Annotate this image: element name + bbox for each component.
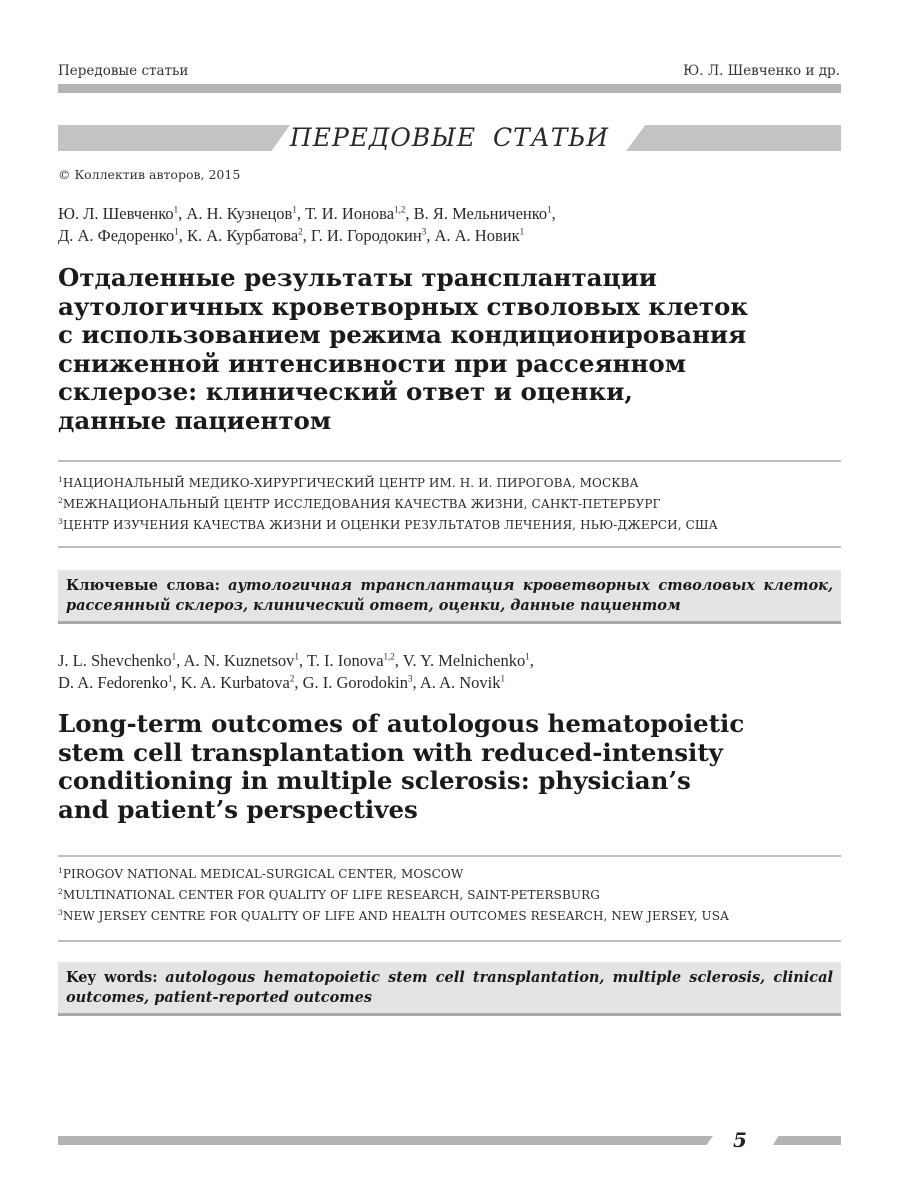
authors-en <box>58 650 848 694</box>
author-name: D. A. Fedorenko <box>58 673 168 692</box>
affiliation <box>58 494 848 515</box>
author-name: G. I. Gorodokin <box>302 673 408 692</box>
author-affil-sup: 3 <box>407 673 413 684</box>
author-sep: , <box>178 204 187 223</box>
divider <box>58 460 841 462</box>
affiliation-sup: 3 <box>58 908 63 917</box>
affiliation-text: NEW JERSEY CENTRE FOR QUALITY OF LIFE AND HEALTH OUTCOMES RESEARCH, NEW JERSEY, USA <box>62 909 729 923</box>
title-line: аутологичных кроветворных стволовых клеток <box>58 291 749 321</box>
authors-en-line-1 <box>58 650 848 672</box>
author-sep: , <box>178 226 188 245</box>
author-name: Г. И. Городокин <box>310 226 422 245</box>
page-number: 5 <box>733 1128 747 1152</box>
affiliation-text: PIROGOV NATIONAL MEDICAL-SURGICAL CENTER, MOSCOW <box>62 867 464 881</box>
keywords-label: Key words: <box>66 969 158 986</box>
copyright: © Коллектив авторов, 2015 <box>58 167 241 182</box>
divider <box>58 855 841 857</box>
author-affil-sup: 1,2 <box>394 204 406 215</box>
author-sep: , <box>296 204 306 223</box>
authors-ru-line-1 <box>58 203 848 225</box>
section-band <box>58 125 841 151</box>
author-sep: , <box>298 651 307 670</box>
keywords-text: autologous hematopoietic stem cell transplantation, multiple sclerosis, clinical outcomes, patient-reported outcomes <box>66 969 833 1006</box>
author-affil-sup: 2 <box>289 673 295 684</box>
author-name: Т. И. Ионова <box>305 204 395 223</box>
affiliation-text: НАЦИОНАЛЬНЫЙ МЕДИКО-ХИРУРГИЧЕСКИЙ ЦЕНТР ИМ. Н. И. ПИРОГОВА, МОСКВА <box>62 476 639 490</box>
author-affil-sup: 2 <box>298 226 303 237</box>
section-title: ПЕРЕДОВЫЕ СТАТЬИ <box>289 123 610 152</box>
divider <box>58 940 841 942</box>
authors-en-line-2 <box>58 672 848 694</box>
author-name: А. Н. Кузнецов <box>186 204 293 223</box>
author-sep: , <box>172 673 181 692</box>
author-affil-sup: 1 <box>500 673 505 684</box>
keywords-box-en <box>58 962 841 1016</box>
affiliation <box>58 864 848 885</box>
title-line: stem cell transplantation with reduced-intensity <box>58 737 723 767</box>
author-name: А. А. Новик <box>434 226 520 245</box>
author-name: J. L. Shevchenko <box>58 651 172 670</box>
author-name: A. N. Kuznetsov <box>183 651 295 670</box>
footer-rule-right <box>773 1136 841 1145</box>
author-sep: , <box>176 651 184 670</box>
author-sep: , <box>551 204 556 223</box>
author-affil-sup: 1 <box>292 204 297 215</box>
author-name: T. I. Ionova <box>306 651 384 670</box>
title-line: склерозе: клинический ответ и оценки, <box>58 377 633 406</box>
affiliation-sup: 1 <box>58 475 63 484</box>
divider <box>58 546 841 548</box>
author-affil-sup: 1 <box>174 226 179 237</box>
affiliation-text: MULTINATIONAL CENTER FOR QUALITY OF LIFE RESEARCH, SAINT-PETERSBURG <box>62 888 600 902</box>
affiliation-text: ЦЕНТР ИЗУЧЕНИЯ КАЧЕСТВА ЖИЗНИ И ОЦЕНКИ РЕЗУЛЬТАТОВ ЛЕЧЕНИЯ, НЬЮ-ДЖЕРСИ, США <box>62 518 718 532</box>
author-name: V. Y. Melnichenko <box>402 651 526 670</box>
author-sep: , <box>294 673 303 692</box>
title-line: с использованием режима кондиционирования <box>58 320 747 349</box>
author-affil-sup: 1 <box>173 204 179 215</box>
author-affil-sup: 3 <box>421 226 427 237</box>
affiliation <box>58 885 848 906</box>
keywords-label: Ключевые слова: <box>66 577 221 594</box>
keywords-box-ru <box>58 570 841 624</box>
author-sep: , <box>302 226 311 245</box>
title-line: сниженной интенсивности при рассеянном <box>58 348 687 378</box>
author-sep: , <box>412 673 420 692</box>
affiliation-sup: 1 <box>58 866 63 875</box>
author-affil-sup: 1 <box>519 226 525 237</box>
running-header-left: Передовые статьи <box>58 63 189 79</box>
author-affil-sup: 1 <box>525 651 530 662</box>
affiliation <box>58 473 848 494</box>
article-title-en <box>58 710 818 824</box>
header-rule <box>58 84 841 93</box>
footer-rule-left <box>58 1136 713 1145</box>
title-line: Отдаленные результаты трансплантации <box>58 263 657 292</box>
author-affil-sup: 1 <box>168 673 173 684</box>
keywords-text: аутологичная трансплантация кроветворных стволовых клеток, рассеянный склероз, клинический ответ, оценки, данные пациентом <box>66 577 833 614</box>
affiliation-sup: 3 <box>58 517 63 526</box>
title-line: Long-term outcomes of autologous hematopoietic <box>58 709 745 738</box>
author-name: Ю. Л. Шевченко <box>58 204 174 223</box>
affiliation-sup: 2 <box>58 496 63 505</box>
author-name: В. Я. Мельниченко <box>413 204 548 223</box>
article-title-ru <box>58 264 818 435</box>
author-name: К. А. Курбатова <box>187 226 299 245</box>
author-affil-sup: 1 <box>294 651 299 662</box>
author-sep: , <box>394 651 403 670</box>
author-name: A. A. Novik <box>419 673 501 692</box>
affiliations-ru <box>58 473 848 536</box>
running-header-right: Ю. Л. Шевченко и др. <box>683 63 840 79</box>
author-name: Д. А. Федоренко <box>58 226 175 245</box>
title-line: данные пациентом <box>58 405 332 435</box>
author-sep: , <box>405 204 414 223</box>
author-affil-sup: 1,2 <box>383 651 395 662</box>
authors-ru-line-2 <box>58 225 848 247</box>
title-line: and patient’s perspectives <box>58 794 418 824</box>
author-name: K. A. Kurbatova <box>180 673 290 692</box>
affiliations-en <box>58 864 848 927</box>
affiliation-text: МЕЖНАЦИОНАЛЬНЫЙ ЦЕНТР ИССЛЕДОВАНИЯ КАЧЕСТВА ЖИЗНИ, САНКТ-ПЕТЕРБУРГ <box>62 497 661 511</box>
author-sep: , <box>529 651 534 670</box>
affiliation <box>58 906 848 927</box>
author-affil-sup: 1 <box>547 204 552 215</box>
author-sep: , <box>426 226 435 245</box>
affiliation <box>58 515 848 536</box>
title-line: conditioning in multiple sclerosis: physician’s <box>58 766 691 795</box>
author-affil-sup: 1 <box>171 651 177 662</box>
affiliation-sup: 2 <box>58 887 63 896</box>
authors-ru <box>58 203 848 247</box>
